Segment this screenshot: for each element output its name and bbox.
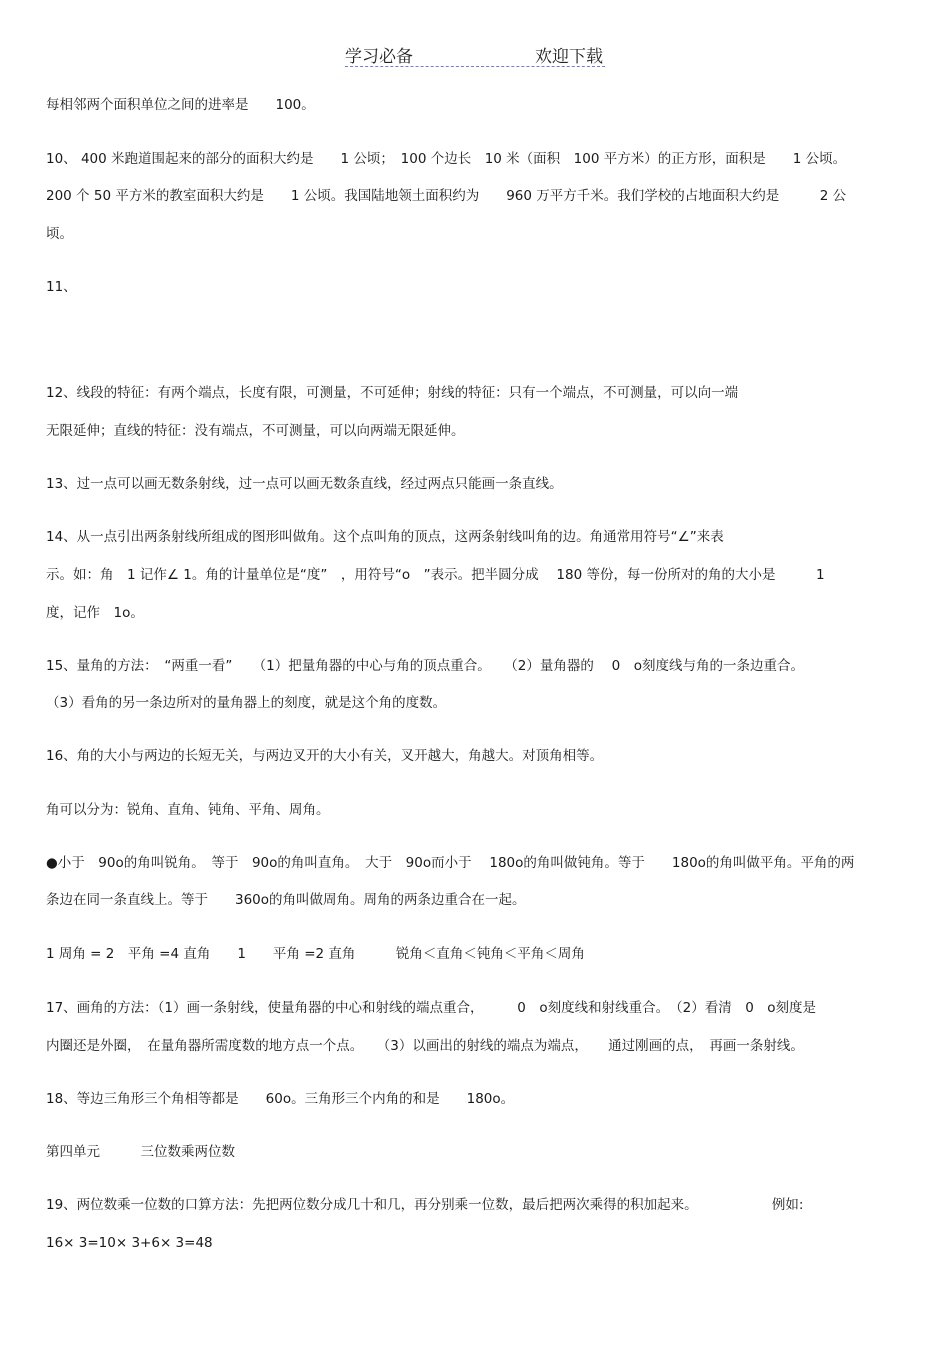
text-line: 18、等边三角形三个角相等都是 60o。三角形三个内角的和是 180o。: [46, 1091, 515, 1107]
text-line: 19、两位数乘一位数的口算方法：先把两位数分成几十和几，再分别乘一位数，最后把两次乘得的积加起来。 例如:: [46, 1197, 804, 1213]
text-line: （3）看角的另一条边所对的量角器上的刻度，就是这个角的度数。: [46, 695, 447, 711]
text-line: 10、 400 米跑道围起来的部分的面积大约是 1 公顷； 100 个边长 10 米（面积 100 平方米）的正方形，面积是 1 公顷。: [46, 151, 847, 167]
text-line: 内圈还是外圈， 在量角器所需度数的地方点一个点。 （3）以画出的射线的端点为端点， 通过刚画的点， 再画一条射线。: [46, 1038, 804, 1054]
text-line: 17、画角的方法：（1）画一条射线，使量角器的中心和射线的端点重合， 0 o刻度线和射线重合。 （2）看清 0 o刻度是: [46, 1000, 817, 1016]
text-line: 14、从一点引出两条射线所组成的图形叫做角。这个点叫角的顶点，这两条射线叫角的边。角通常用符号“∠”来表: [46, 529, 724, 545]
text-line: 示。如：角 1 记作∠ 1。角的计量单位是“度” ，用符号“o ”表示。把半圆分成 180 等份，每一份所对的角的大小是 1: [46, 567, 825, 583]
text-line: 1 周角 = 2 平角 =4 直角 1 平角 =2 直角 锐角＜直角＜钝角＜平角＜周角: [46, 946, 585, 962]
text-line: 13、过一点可以画无数条射线，过一点可以画无数条直线，经过两点只能画一条直线。: [46, 476, 563, 492]
header-left-text: 学习必备: [345, 47, 413, 67]
text-line: 11、: [46, 279, 77, 295]
text-line: 度，记作 1o。: [46, 605, 144, 621]
text-line: 无限延伸；直线的特征：没有端点，不可测量，可以向两端无限延伸。: [46, 423, 465, 439]
text-line: 16、角的大小与两边的长短无关，与两边叉开的大小有关，叉开越大，角越大。对顶角相等。: [46, 748, 604, 764]
text-line: 每相邻两个面积单位之间的进率是 100。: [46, 97, 315, 113]
text-line: 16× 3=10× 3+6× 3=48: [46, 1235, 213, 1251]
text-line: 条边在同一条直线上。等于 360o的角叫做周角。周角的两条边重合在一起。: [46, 892, 526, 908]
text-line: 角可以分为：锐角、直角、钝角、平角、周角。: [46, 802, 330, 818]
text-line: 顷。: [46, 226, 73, 242]
text-line: 200 个 50 平方米的教室面积大约是 1 公顷。我国陆地领土面积约为 960 万平方千米。我们学校的占地面积大约是 2 公: [46, 188, 847, 204]
text-line: 15、量角的方法： “两重一看” （1）把量角器的中心与角的顶点重合。 （2）量角器的 0 o刻度线与角的一条边重合。: [46, 658, 804, 674]
text-line: 12、线段的特征：有两个端点，长度有限，可测量，不可延伸；射线的特征：只有一个端点，不可测量，可以向一端: [46, 385, 739, 401]
header-right-text: 欢迎下载: [535, 47, 603, 67]
text-line: ●小于 90o的角叫锐角。 等于 90o的角叫直角。 大于 90o而小于 180o的角叫做钝角。等于 180o的角叫做平角。平角的两: [46, 855, 855, 871]
section-heading: 第四单元 三位数乘两位数: [46, 1144, 235, 1160]
page-header: [345, 42, 605, 67]
